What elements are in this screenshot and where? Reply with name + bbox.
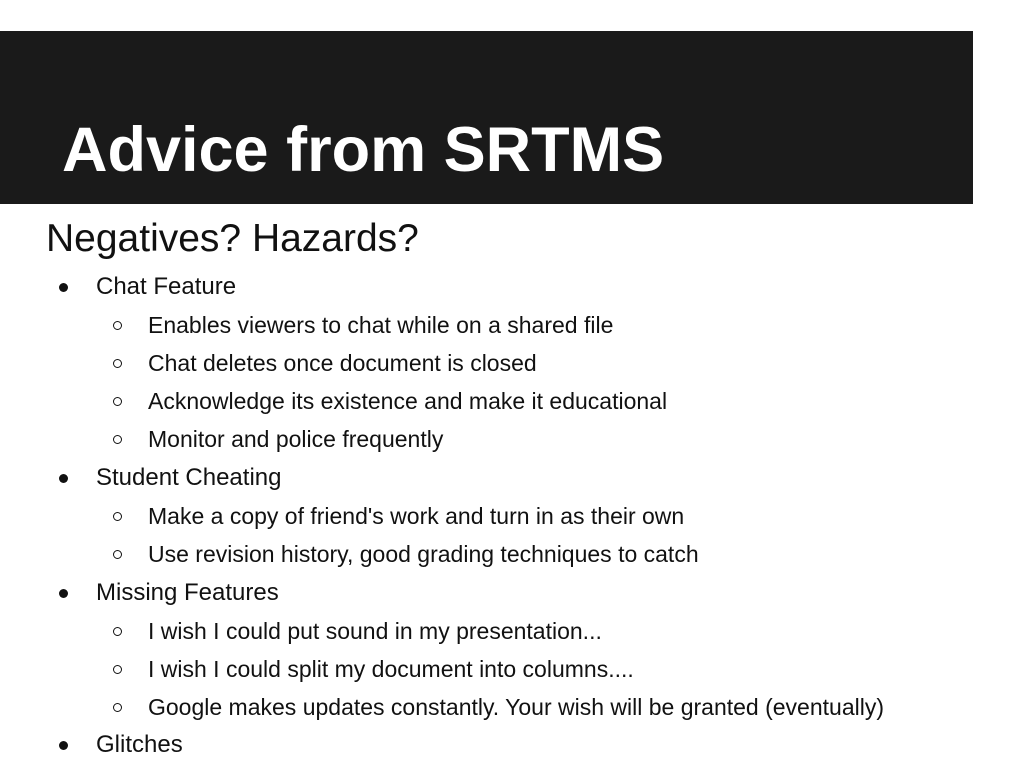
list-item-glitches (96, 730, 183, 760)
sub-list-item (148, 386, 667, 416)
sub-list-item-label: Enables viewers to chat while on a shared file (148, 312, 614, 338)
sub-list-item (148, 654, 634, 684)
list-item-chat-feature (96, 272, 236, 302)
list-item-label: Missing Features (96, 579, 279, 606)
sub-list-item (148, 424, 443, 454)
sub-list-item (148, 616, 602, 646)
filled-bullet-icon (59, 474, 68, 483)
filled-bullet-icon (59, 589, 68, 598)
list-item-label: Student Cheating (96, 464, 282, 491)
slide-title: Advice from SRTMS (62, 115, 665, 185)
filled-bullet-icon (59, 741, 68, 750)
sub-list-item (148, 501, 684, 531)
sub-list-item (148, 310, 613, 340)
list-item-label: Glitches (96, 731, 183, 758)
hollow-bullet-icon (113, 359, 122, 368)
slide-subtitle: Negatives? Hazards? (46, 217, 419, 260)
sub-list-item-label: Chat deletes once document is closed (148, 350, 537, 376)
sub-list-item-label: I wish I could put sound in my presentation... (148, 618, 602, 644)
hollow-bullet-icon (113, 512, 122, 521)
sub-list-item (148, 692, 884, 722)
hollow-bullet-icon (113, 627, 122, 636)
hollow-bullet-icon (113, 397, 122, 406)
list-item-label: Chat Feature (96, 273, 237, 300)
hollow-bullet-icon (113, 550, 122, 559)
hollow-bullet-icon (113, 435, 122, 444)
hollow-bullet-icon (113, 665, 122, 674)
sub-list-item-label: Google makes updates constantly. Your wish will be granted (eventually) (148, 694, 884, 720)
list-item-student-cheating (96, 463, 281, 493)
list-item-missing-features (96, 578, 279, 608)
sub-list-item (148, 348, 537, 378)
sub-list-item-label: Use revision history, good grading techniques to catch (148, 541, 699, 567)
hollow-bullet-icon (113, 703, 122, 712)
sub-list-item-label: I wish I could split my document into columns.... (148, 656, 634, 682)
sub-list-item-label: Make a copy of friend's work and turn in as their own (148, 503, 685, 529)
sub-list-item-label: Monitor and police frequently (148, 426, 444, 452)
hollow-bullet-icon (113, 321, 122, 330)
sub-list-item (148, 539, 699, 569)
filled-bullet-icon (59, 283, 68, 292)
sub-list-item-label: Acknowledge its existence and make it educational (148, 388, 668, 414)
